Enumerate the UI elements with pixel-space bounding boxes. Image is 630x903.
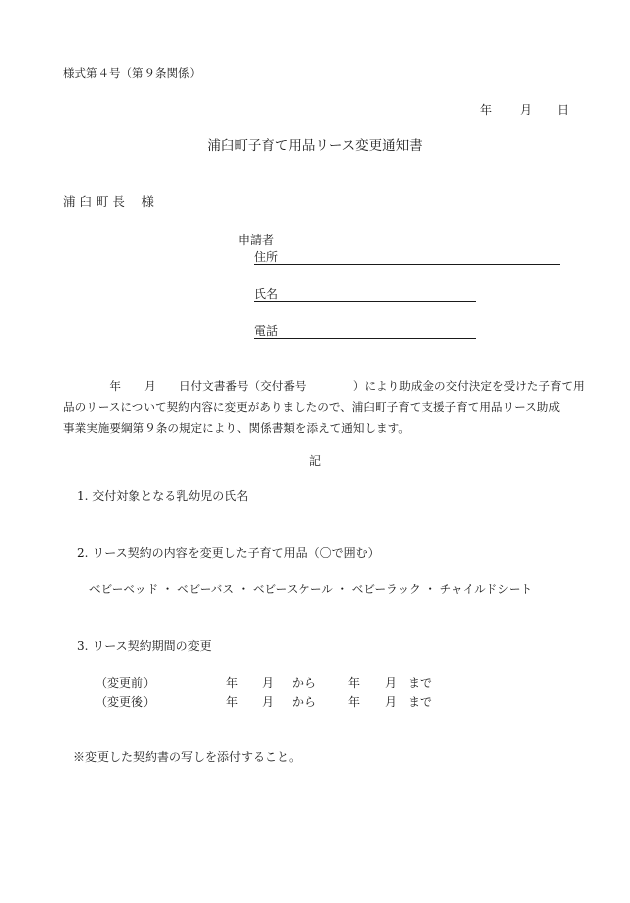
addressee: 浦 臼 町 長 様 bbox=[63, 194, 154, 209]
period-before-start-year: 年 bbox=[226, 676, 239, 690]
address-field-line bbox=[254, 264, 560, 265]
ki-heading: 記 bbox=[308, 454, 321, 468]
body-paragraph bbox=[63, 376, 583, 439]
period-before-end-month: 月 bbox=[385, 676, 398, 690]
date-month: 月 bbox=[520, 103, 533, 117]
date-year: 年 bbox=[480, 103, 493, 117]
period-after-until: まで bbox=[408, 695, 433, 709]
form-number: 様式第４号（第９条関係） bbox=[63, 66, 201, 80]
period-after-start-year: 年 bbox=[226, 695, 239, 709]
item-1-heading: 1. 交付対象となる乳幼児の氏名 bbox=[77, 489, 249, 503]
address-label: 住所 bbox=[254, 250, 279, 264]
phone-field-line bbox=[254, 338, 476, 339]
body-line-3: 事業実施要綱第９条の規定により、関係書類を添えて通知します。 bbox=[63, 421, 410, 435]
phone-label: 電話 bbox=[254, 324, 279, 338]
attachment-note: ※変更した契約書の写しを添付すること。 bbox=[73, 750, 302, 764]
period-before-until: まで bbox=[408, 676, 433, 690]
applicant-label: 申請者 bbox=[238, 233, 275, 247]
period-after-end-month: 月 bbox=[385, 695, 398, 709]
item-2-heading: 2. リース契約の内容を変更した子育て用品（〇で囲む） bbox=[77, 546, 380, 560]
body-line-2: 品のリースについて契約内容に変更がありましたので、浦臼町子育て支援子育て用品リース助成 bbox=[63, 400, 560, 414]
date-day: 日 bbox=[557, 103, 570, 117]
body-line-1: 年 月 日付文書番号（交付番号 ）により助成金の交付決定を受けた子育て用 bbox=[63, 379, 585, 393]
item-3-heading: 3. リース契約期間の変更 bbox=[77, 639, 212, 653]
period-after-end-year: 年 bbox=[348, 695, 361, 709]
period-before-row bbox=[0, 677, 630, 691]
period-after-from: から bbox=[292, 695, 317, 709]
period-before-label: （変更前） bbox=[95, 676, 156, 690]
product-list: ベビーベッド ・ ベビーバス ・ ベビースケール ・ ベビーラック ・ チャイルドシート bbox=[89, 582, 533, 596]
period-before-end-year: 年 bbox=[348, 676, 361, 690]
period-after-row bbox=[0, 696, 630, 710]
period-before-start-month: 月 bbox=[262, 676, 275, 690]
document-title: 浦臼町子育て用品リース変更通知書 bbox=[207, 138, 423, 154]
name-field-line bbox=[254, 301, 476, 302]
name-label: 氏名 bbox=[254, 287, 279, 301]
period-after-label: （変更後） bbox=[95, 695, 156, 709]
period-after-start-month: 月 bbox=[262, 695, 275, 709]
period-before-from: から bbox=[292, 676, 317, 690]
